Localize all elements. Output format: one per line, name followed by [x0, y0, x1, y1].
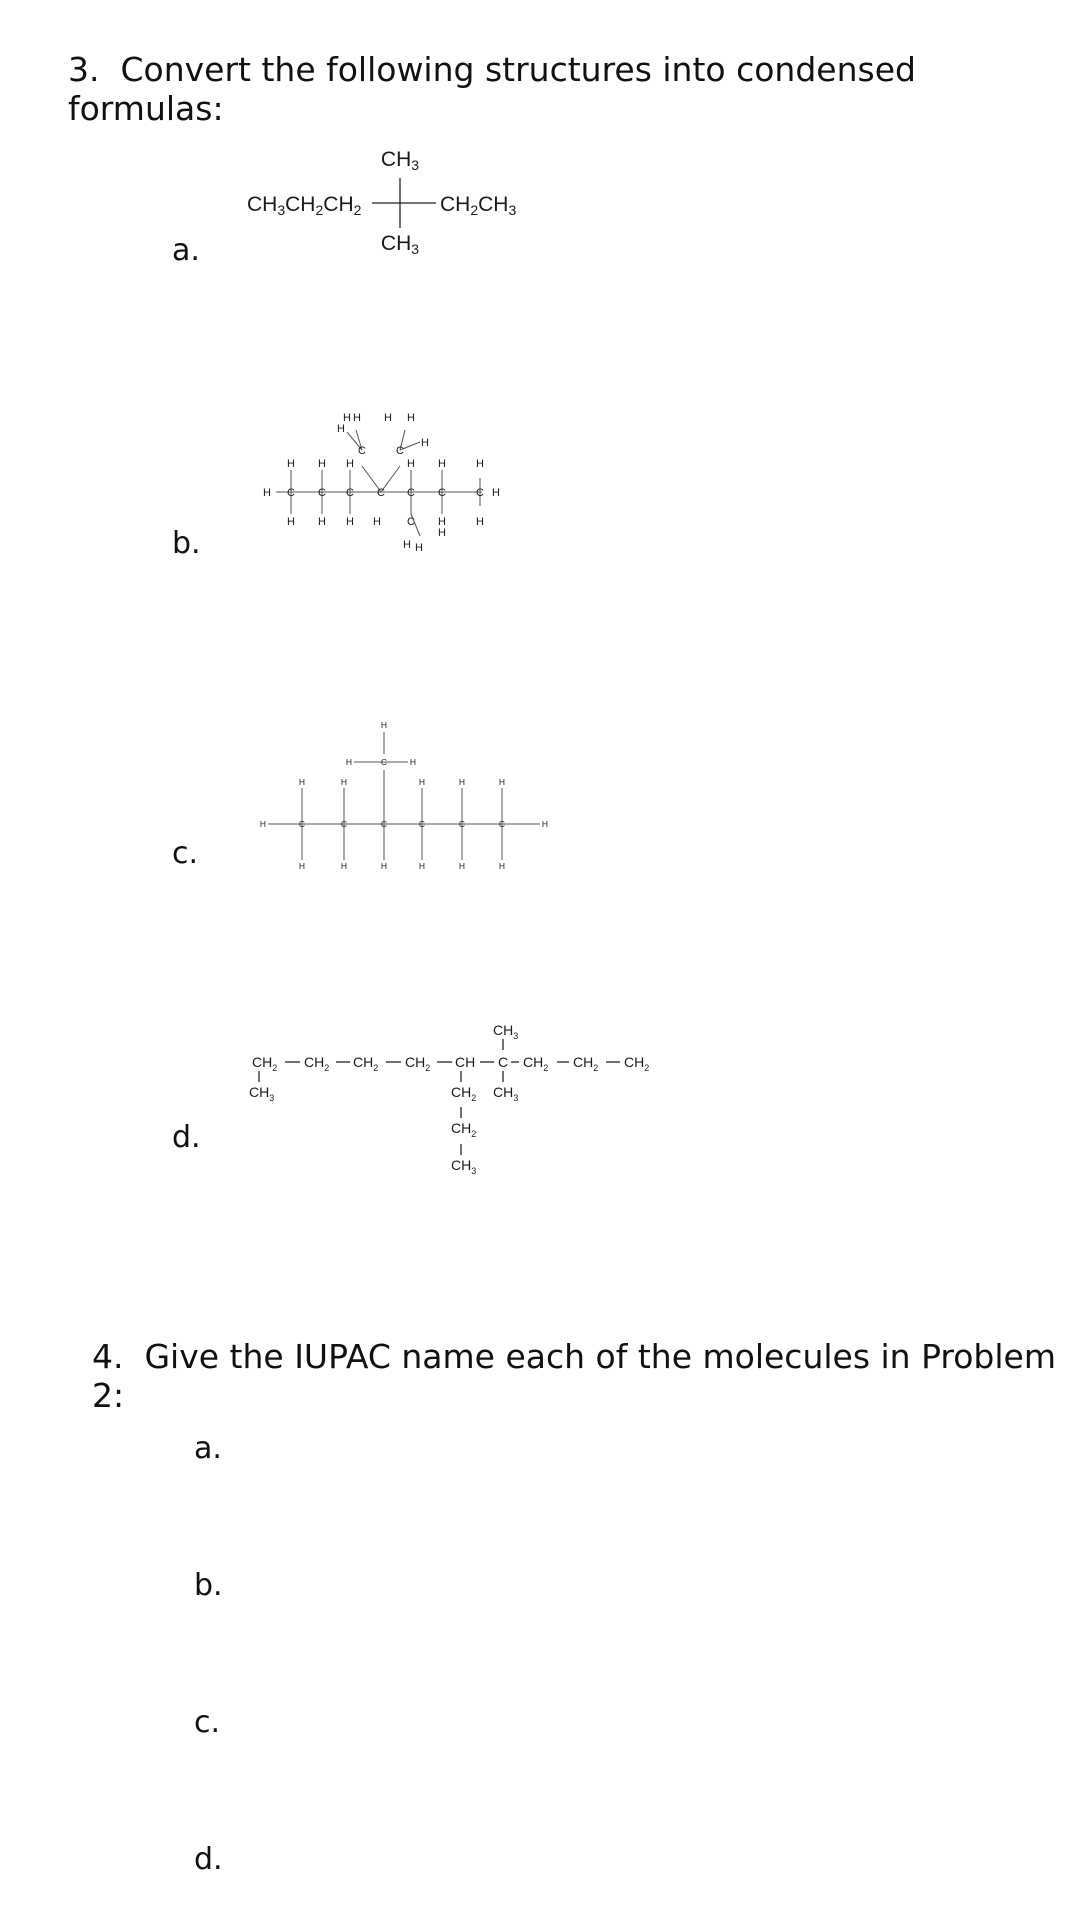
svg-text:H: H — [407, 458, 415, 470]
svg-text:H: H — [418, 861, 426, 871]
svg-text:C: C — [287, 487, 295, 499]
svg-text:H: H — [438, 527, 446, 539]
svg-text:H: H — [498, 777, 506, 787]
svg-text:H: H — [346, 458, 354, 470]
svg-text:H: H — [438, 458, 446, 470]
svg-text:H: H — [337, 423, 345, 435]
svg-text:C: C — [298, 819, 306, 829]
problem-3-number: 3. — [68, 50, 100, 89]
svg-text:C: C — [340, 819, 348, 829]
svg-text:H: H — [259, 819, 267, 829]
svg-text:H: H — [403, 539, 411, 551]
svg-text:H: H — [340, 777, 348, 787]
structure-d-c-top: $CH_3$ — [493, 1022, 519, 1041]
svg-text:H: H — [407, 412, 415, 424]
svg-text:C: C — [418, 819, 426, 829]
svg-text:C: C — [380, 819, 388, 829]
svg-text:H: H — [409, 757, 417, 767]
svg-text:CH2: $CH_2$ — [451, 1084, 477, 1103]
svg-text:CH2: $CH_2$ — [451, 1120, 477, 1139]
svg-text:C: C — [498, 819, 506, 829]
svg-text:H: H — [380, 720, 388, 730]
svg-text:CH: CH — [455, 1054, 476, 1070]
svg-text:H: H — [346, 516, 354, 528]
svg-text:H: H — [318, 516, 326, 528]
svg-text:C: C — [380, 757, 388, 767]
svg-text:H: H — [458, 777, 466, 787]
svg-text:H: H — [353, 412, 361, 424]
svg-text:H: H — [340, 861, 348, 871]
structure-a-left-chain: CH3CH2CH2 — [247, 193, 362, 218]
svg-text:H: H — [458, 861, 466, 871]
svg-text:H: H — [421, 437, 429, 449]
svg-text:H: H — [263, 487, 271, 499]
svg-text:C: C — [498, 1054, 509, 1070]
p3-label-a: a. — [172, 233, 200, 268]
problem-4-number: 4. — [92, 1337, 124, 1376]
svg-text:CH2: $CH_2$ — [573, 1054, 599, 1073]
svg-text:H: H — [492, 487, 500, 499]
p3-label-d: d. — [172, 1120, 201, 1155]
structure-a-bottom-ch3: CH3 — [380, 232, 420, 257]
svg-text:H: H — [298, 777, 306, 787]
structure-a-top-ch3: CH3 — [380, 148, 420, 173]
problem-3-prompt: Convert the following structures into condensed formulas: — [68, 50, 916, 128]
structure-d-c1-branch: $CH_3$ — [249, 1084, 275, 1103]
svg-text:H: H — [298, 861, 306, 871]
svg-text:C: C — [438, 487, 446, 499]
svg-text:H: H — [345, 757, 353, 767]
problem-4-prompt: Give the IUPAC name each of the molecules in Problem 2: — [92, 1337, 1056, 1415]
p3-label-b: b. — [172, 526, 201, 561]
problem-4-heading — [92, 1337, 1070, 1415]
structure-d-main-chain — [252, 1054, 649, 1073]
svg-text:H: H — [373, 516, 381, 528]
svg-text:CH3: $CH_3$ — [451, 1157, 477, 1176]
p4-label-c: c. — [194, 1705, 221, 1740]
p4-label-a: a. — [194, 1431, 222, 1466]
svg-text:H: H — [476, 516, 484, 528]
svg-text:C: C — [407, 487, 415, 499]
svg-text:CH2: $CH_2$ — [405, 1054, 431, 1073]
svg-text:CH2: $CH_2$ — [353, 1054, 379, 1073]
p4-label-d: d. — [194, 1842, 223, 1877]
svg-text:H: H — [476, 458, 484, 470]
svg-text:H: H — [418, 777, 426, 787]
svg-text:H: H — [343, 412, 351, 424]
svg-text:CH2: $CH_2$ — [304, 1054, 330, 1073]
svg-text:H: H — [287, 516, 295, 528]
svg-text:C: C — [396, 445, 404, 457]
svg-text:C: C — [346, 487, 354, 499]
structure-d-c-bottom: $CH_3$ — [493, 1084, 519, 1103]
p3-label-c: c. — [172, 836, 199, 871]
svg-text:H: H — [498, 861, 506, 871]
svg-text:C: C — [377, 487, 385, 499]
svg-text:C: C — [476, 487, 484, 499]
svg-text:C: C — [358, 445, 366, 457]
svg-text:C: C — [458, 819, 466, 829]
svg-text:CH2: $CH_2$ — [624, 1054, 650, 1073]
structure-a-right-chain: CH2CH3 — [440, 193, 517, 218]
p4-label-b: b. — [194, 1568, 223, 1603]
svg-text:CH2: $CH_2$ — [252, 1054, 278, 1073]
svg-text:C: C — [407, 516, 415, 528]
svg-text:H: H — [318, 458, 326, 470]
svg-text:H: H — [384, 412, 392, 424]
svg-text:H: H — [380, 861, 388, 871]
svg-text:H: H — [438, 516, 446, 528]
svg-text:H: H — [541, 819, 549, 829]
svg-text:H: H — [287, 458, 295, 470]
svg-text:C: C — [318, 487, 326, 499]
svg-text:CH2: $CH_2$ — [523, 1054, 549, 1073]
svg-text:H: H — [415, 542, 423, 554]
